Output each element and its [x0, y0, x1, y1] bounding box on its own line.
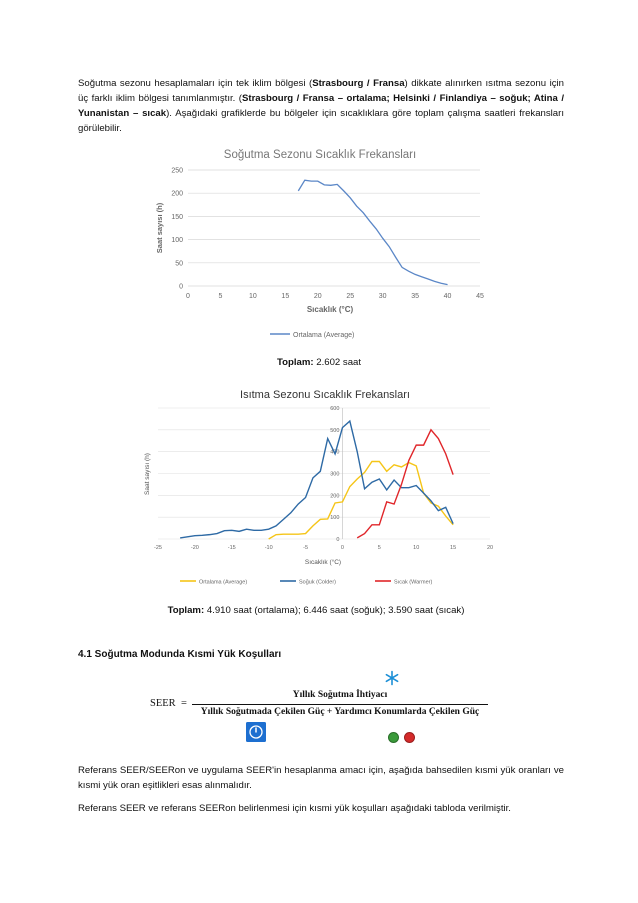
intro-text-2: ) dikkate alınırken ısıtma sezonu için üç farklı iklim bölgesi tanımlanmıştır. (: [78, 78, 564, 104]
heating-ytick: 300: [330, 471, 340, 478]
cooling-xtick: 30: [378, 293, 387, 300]
heating-xtick: -10: [264, 545, 273, 551]
heating-total-value: 4.910 saat (ortalama); 6.446 saat (soğuk); 3.590 saat (sıcak): [206, 605, 465, 616]
heating-xtick: 15: [450, 545, 457, 551]
cooling-xtick: 35: [411, 293, 420, 300]
intro-text-1: Soğutma sezonu hesaplamaları için tek iklim bölgesi (: [78, 78, 313, 89]
thermostat-icon: [246, 722, 266, 742]
cooling-xtick: 20: [313, 293, 322, 300]
cooling-chart-ylabel: Saat sayısı (h): [155, 202, 164, 254]
heating-total: [0, 605, 635, 616]
cooling-series-average: [298, 180, 447, 284]
heating-ytick: 500: [330, 427, 340, 434]
cooling-xtick: 10: [248, 293, 257, 300]
cooling-xtick: 40: [443, 293, 452, 300]
cooling-chart: [150, 140, 490, 340]
heating-chart-xlabel: Sıcaklık (°C): [304, 559, 342, 566]
intro-text-3: ). Aşağıdaki grafiklerde bu bölgeler için sıcaklıklara göre toplam çalışma saatleri frekansları görülebilir.: [78, 108, 564, 134]
cooling-total-label: Toplam:: [276, 357, 314, 368]
intro-bold-1: Strasbourg / Fransa: [312, 78, 405, 89]
intro-bold-2: Strasbourg / Fransa – ortalama; Helsinki / Finlandiya – soğuk; Atina / Yunanistan – sıcak: [78, 93, 564, 119]
heating-ytick: 400: [330, 449, 340, 456]
heating-ytick: 200: [330, 493, 340, 500]
cooling-chart-title: Soğutma Sezonu Sıcaklık Frekansları: [223, 149, 417, 161]
paragraph-partial-load: Referans SEER ve referans SEERon belirlenmesi için kısmi yük koşulları aşağıdaki tabloda verilmiştir.: [78, 803, 511, 814]
heating-xtick: -5: [303, 545, 309, 551]
heating-ytick: 0: [336, 537, 340, 543]
heating-xtick: 20: [486, 545, 494, 551]
cooling-total-value: 2.602 saat: [316, 357, 362, 368]
heating-series-warmer: [357, 430, 453, 538]
heating-series-colder: [180, 421, 453, 538]
heating-total-label: Toplam:: [167, 605, 205, 616]
heating-xtick: -15: [227, 545, 236, 551]
intro-paragraph: [78, 76, 564, 136]
heating-chart-title: Isıtma Sezonu Sıcaklık Frekansları: [240, 389, 410, 401]
section-heading: 4.1 Soğutma Modunda Kısmi Yük Koşulları: [78, 649, 282, 660]
cooling-ytick: 150: [171, 213, 183, 221]
cooling-xtick: 5: [218, 293, 223, 300]
cooling-legend-label: Ortalama (Average): [293, 332, 355, 339]
cooling-xtick: 15: [281, 293, 290, 300]
paragraph-seer-reference: Referans SEER/SEERon ve uygulama SEER'in hesaplanma amacı için, aşağıda bahsedilen kısmi yük oranları ve kısmi yük oran eşitlikleri esas alınmalıdır.: [78, 765, 564, 791]
heating-legend-label: Sıcak (Warmer): [394, 579, 433, 586]
seer-formula: [150, 668, 490, 750]
cooling-xtick: 0: [186, 293, 190, 300]
seer-denominator: Yıllık Soğutmada Çekilen Güç + Yardımcı Konumlarda Çekilen Güç: [200, 707, 480, 717]
fraction-bar: [192, 704, 488, 705]
cooling-chart-xlabel: Sıcaklık (°C): [306, 305, 354, 314]
cooling-ytick: 0: [179, 283, 183, 291]
on-indicator-icon: [388, 732, 399, 743]
heating-xtick: 10: [413, 545, 420, 551]
cooling-total: [0, 357, 638, 368]
heating-ytick: 100: [330, 515, 340, 522]
cooling-xtick: 45: [476, 293, 484, 300]
seer-equals: =: [181, 698, 187, 709]
heating-xtick: -25: [154, 545, 162, 551]
cooling-xtick: 25: [346, 293, 355, 300]
heating-chart-ylabel: Saat sayısı (h): [144, 453, 151, 495]
heating-chart: [140, 384, 510, 594]
heating-xtick: -20: [190, 545, 199, 551]
heating-ytick: 600: [330, 406, 340, 412]
cooling-ytick: 200: [171, 190, 183, 198]
seer-lhs: SEER: [150, 698, 176, 709]
heating-xtick: 0: [340, 545, 344, 551]
seer-numerator: Yıllık Soğutma İhtiyacı: [292, 690, 388, 700]
heating-xtick: 5: [377, 545, 381, 551]
cooling-ytick: 50: [175, 260, 183, 268]
cooling-ytick: 250: [171, 167, 183, 175]
heating-legend-label: Ortalama (Average): [199, 579, 248, 586]
heating-legend-label: Soğuk (Colder): [299, 579, 336, 586]
cooling-ytick: 100: [171, 237, 183, 245]
snowflake-icon: [384, 670, 400, 686]
off-indicator-icon: [404, 732, 415, 743]
